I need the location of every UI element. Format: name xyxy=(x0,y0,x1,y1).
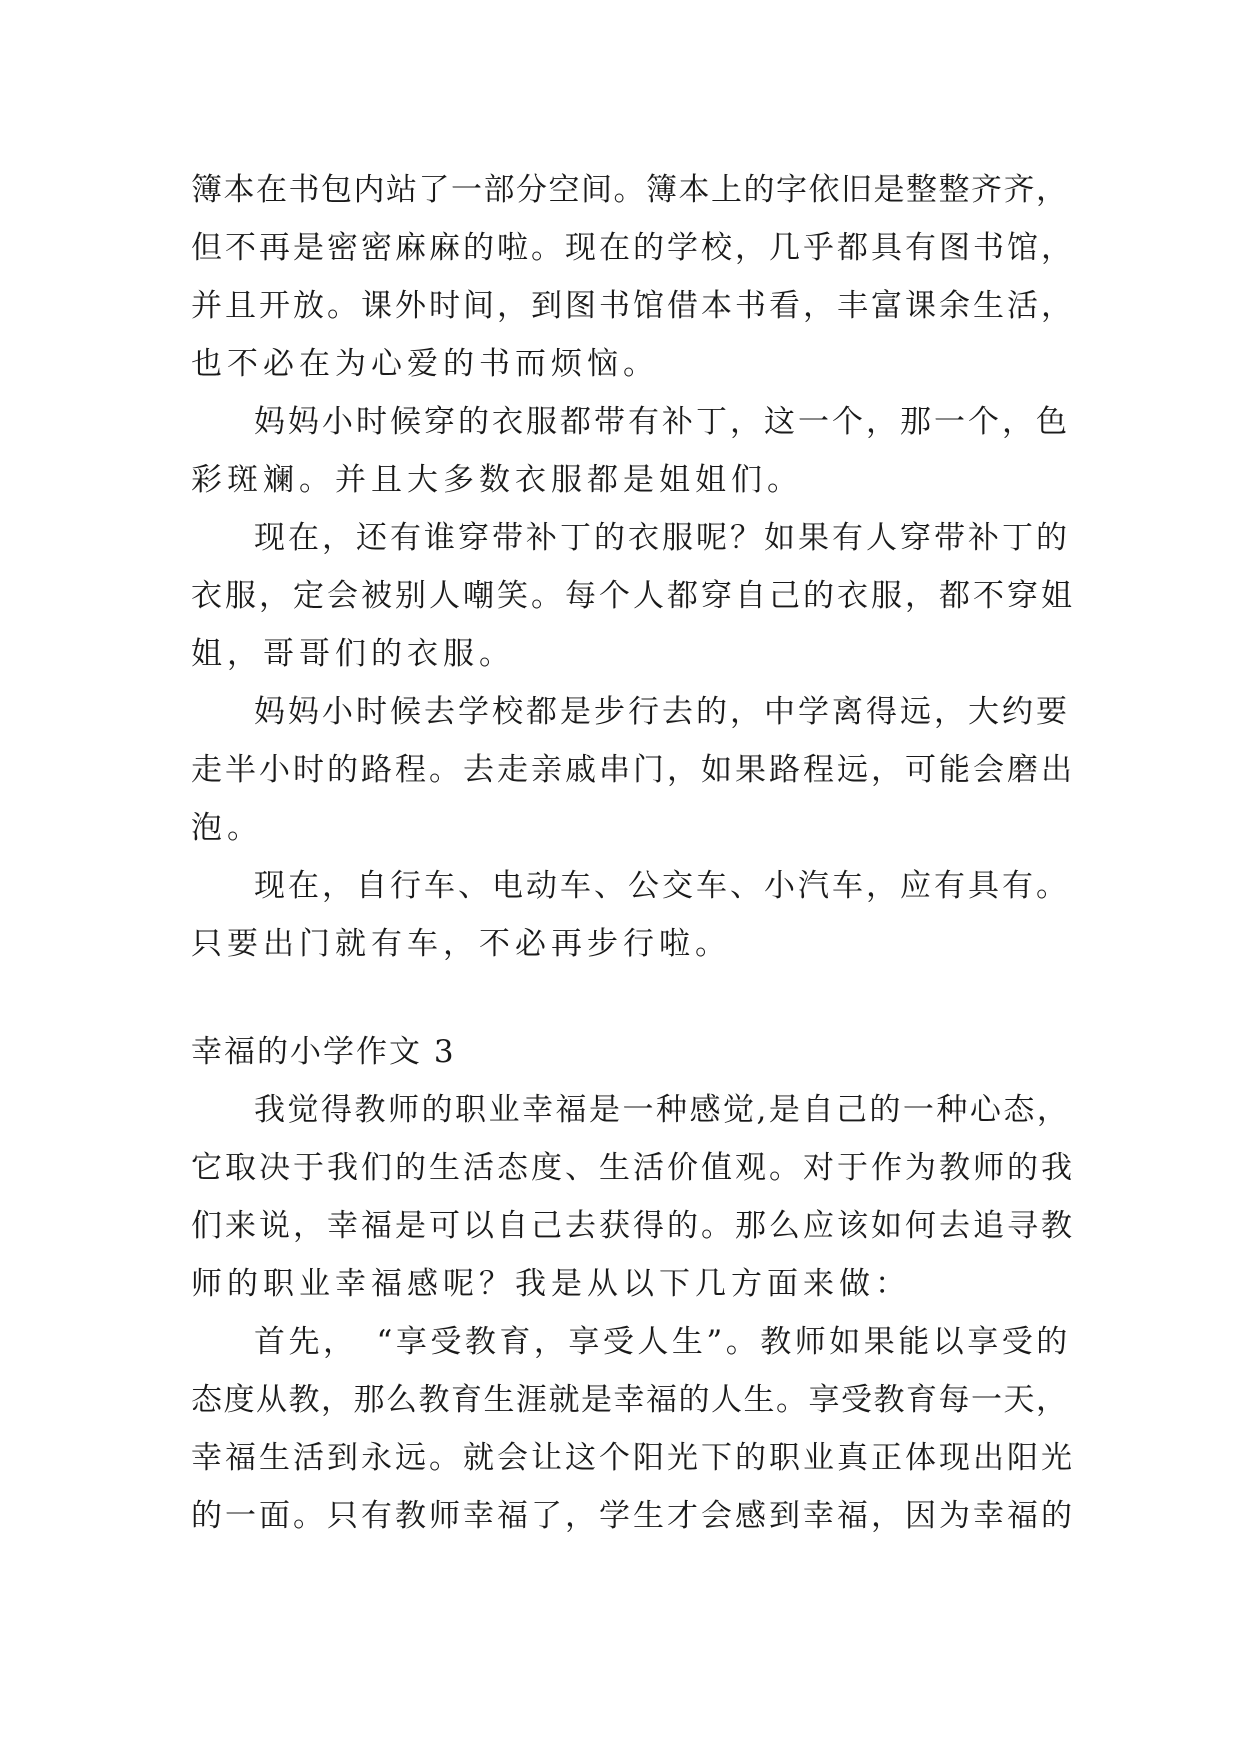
text-line: 态度从教，那么教育生涯就是幸福的人生。享受教育每一天， xyxy=(191,1382,1069,1418)
paragraph-first-line: 现在，还有谁穿带补丁的衣服呢？如果有人穿带补丁的 xyxy=(254,520,1070,556)
text-line: 衣服，定会被别人嘲笑。每个人都穿自己的衣服，都不穿姐 xyxy=(191,578,1075,614)
text-line: 也不必在为心爱的书而烦恼。 xyxy=(191,346,659,382)
text-line: 的一面。只有教师幸福了，学生才会感到幸福，因为幸福的 xyxy=(191,1498,1075,1534)
text-line: 师的职业幸福感呢？我是从以下几方面来做： xyxy=(191,1266,911,1302)
text-line: 簿本在书包内站了一部分空间。簿本上的字依旧是整整齐齐， xyxy=(191,172,1069,208)
section-heading: 幸福的小学作文 3 xyxy=(191,1034,456,1070)
paragraph-first-line: 我觉得教师的职业幸福是一种感觉,是自己的一种心态， xyxy=(254,1092,1071,1128)
text-line: 但不再是密密麻麻的啦。现在的学校，几乎都具有图书馆， xyxy=(191,230,1075,266)
paragraph-first-line: 妈妈小时候去学校都是步行去的，中学离得远，大约要 xyxy=(254,694,1070,730)
text-line: 并且开放。课外时间，到图书馆借本书看，丰富课余生活， xyxy=(191,288,1075,324)
text-line: 泡。 xyxy=(191,810,263,846)
text-line: 只要出门就有车，不必再步行啦。 xyxy=(191,926,731,962)
text-line: 彩斑斓。并且大多数衣服都是姐姐们。 xyxy=(191,462,803,498)
paragraph-first-line: 现在，自行车、电动车、公交车、小汽车，应有具有。 xyxy=(254,868,1070,904)
text-line: 幸福生活到永远。就会让这个阳光下的职业真正体现出阳光 xyxy=(191,1440,1075,1476)
text-line: 们来说，幸福是可以自己去获得的。那么应该如何去追寻教 xyxy=(191,1208,1075,1244)
text-line: 它取决于我们的生活态度、生活价值观。对于作为教师的我 xyxy=(191,1150,1075,1186)
paragraph-first-line: 妈妈小时候穿的衣服都带有补丁，这一个，那一个，色 xyxy=(254,404,1070,440)
paragraph-first-line: 首先， “享受教育，享受人生”。教师如果能以享受的 xyxy=(254,1324,1071,1360)
text-line: 走半小时的路程。去走亲戚串门，如果路程远，可能会磨出 xyxy=(191,752,1075,788)
text-line: 姐，哥哥们的衣服。 xyxy=(191,636,515,672)
